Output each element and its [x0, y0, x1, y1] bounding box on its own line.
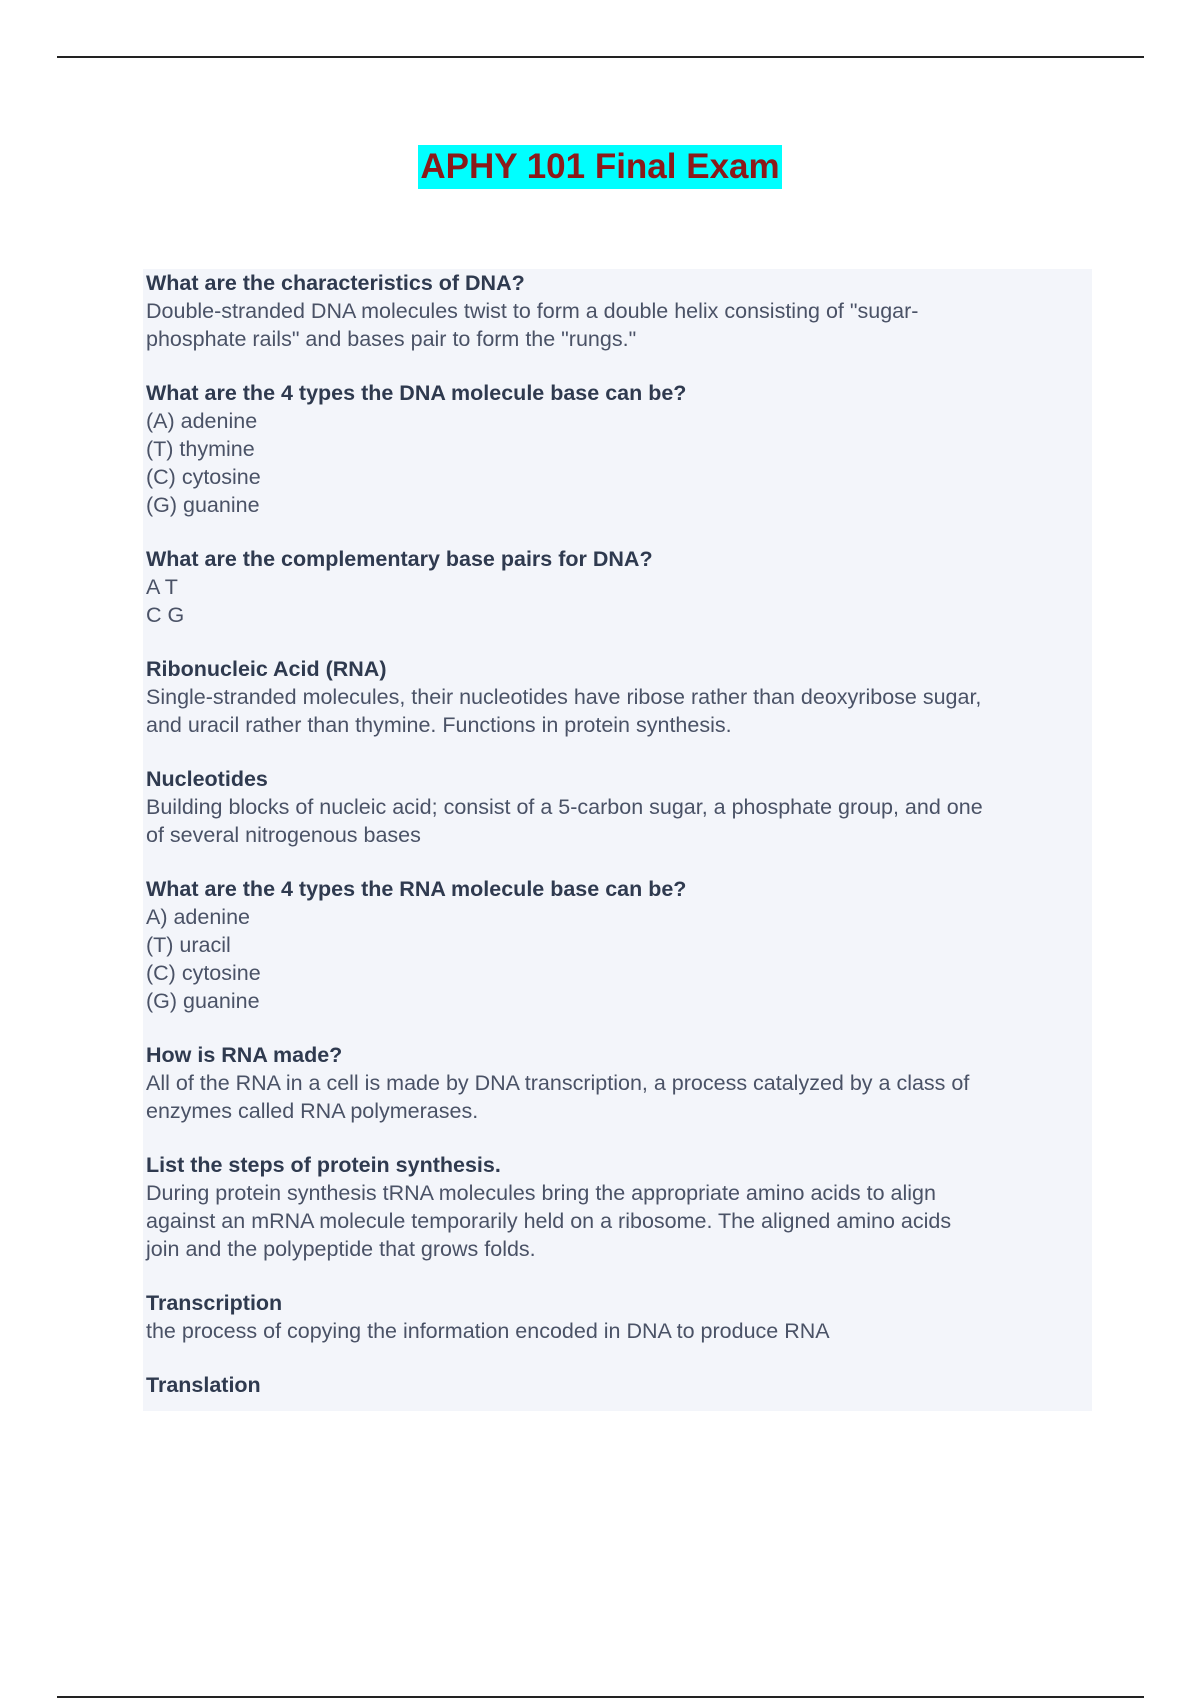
flashcard — [146, 1289, 1089, 1345]
card-definition-line: During protein synthesis tRNA molecules bring the appropriate amino acids to align — [146, 1181, 936, 1205]
card-definition-line: C G — [146, 603, 185, 627]
card-definition-line: phosphate rails" and bases pair to form the "rungs." — [146, 327, 637, 351]
card-definition-line: Building blocks of nucleic acid; consist of a 5-carbon sugar, a phosphate group, and one — [146, 795, 983, 819]
flashcard — [146, 1371, 1089, 1399]
card-term: List the steps of protein synthesis. — [146, 1153, 501, 1177]
card-definition-line: of several nitrogenous bases — [146, 823, 421, 847]
card-definition-line: All of the RNA in a cell is made by DNA transcription, a process catalyzed by a class of — [146, 1071, 970, 1095]
card-term: What are the 4 types the RNA molecule base can be? — [146, 877, 687, 901]
flashcard — [146, 545, 1089, 629]
bottom-divider — [57, 1696, 1144, 1698]
flashcard — [146, 655, 1089, 739]
card-term: Translation — [146, 1373, 261, 1397]
card-term: What are the complementary base pairs for DNA? — [146, 547, 653, 571]
flashcard — [146, 269, 1089, 353]
card-term: How is RNA made? — [146, 1043, 343, 1067]
card-definition-line: (C) cytosine — [146, 961, 261, 985]
flashcard — [146, 379, 1089, 519]
title-wrap — [0, 145, 1200, 189]
card-definition-line: A) adenine — [146, 905, 250, 929]
card-definition-line: the process of copying the information encoded in DNA to produce RNA — [146, 1319, 830, 1343]
card-definition-line: and uracil rather than thymine. Functions in protein synthesis. — [146, 713, 732, 737]
card-definition-line: Single-stranded molecules, their nucleotides have ribose rather than deoxyribose sugar, — [146, 685, 982, 709]
card-definition-line: (C) cytosine — [146, 465, 261, 489]
flashcard — [146, 1151, 1089, 1263]
card-definition-line: (A) adenine — [146, 409, 258, 433]
card-term: What are the characteristics of DNA? — [146, 271, 525, 295]
card-definition-line: (T) uracil — [146, 933, 231, 957]
card-definition-line: against an mRNA molecule temporarily held on a ribosome. The aligned amino acids — [146, 1209, 952, 1233]
card-definition-line: join and the polypeptide that grows folds. — [146, 1237, 536, 1261]
card-definition-line: (G) guanine — [146, 493, 260, 517]
flashcard — [146, 1041, 1089, 1125]
top-divider — [57, 56, 1144, 58]
card-definition-line: A T — [146, 575, 178, 599]
flashcard-list — [143, 269, 1092, 1411]
card-definition-line: enzymes called RNA polymerases. — [146, 1099, 479, 1123]
card-definition-line: Double-stranded DNA molecules twist to form a double helix consisting of "sugar- — [146, 299, 919, 323]
card-term: Nucleotides — [146, 767, 268, 791]
card-term: What are the 4 types the DNA molecule base can be? — [146, 381, 687, 405]
card-term: Ribonucleic Acid (RNA) — [146, 657, 387, 681]
page-title: APHY 101 Final Exam — [418, 145, 781, 189]
card-definition-line: (G) guanine — [146, 989, 260, 1013]
card-definition-line: (T) thymine — [146, 437, 255, 461]
flashcard — [146, 875, 1089, 1015]
card-term: Transcription — [146, 1291, 283, 1315]
flashcard — [146, 765, 1089, 849]
